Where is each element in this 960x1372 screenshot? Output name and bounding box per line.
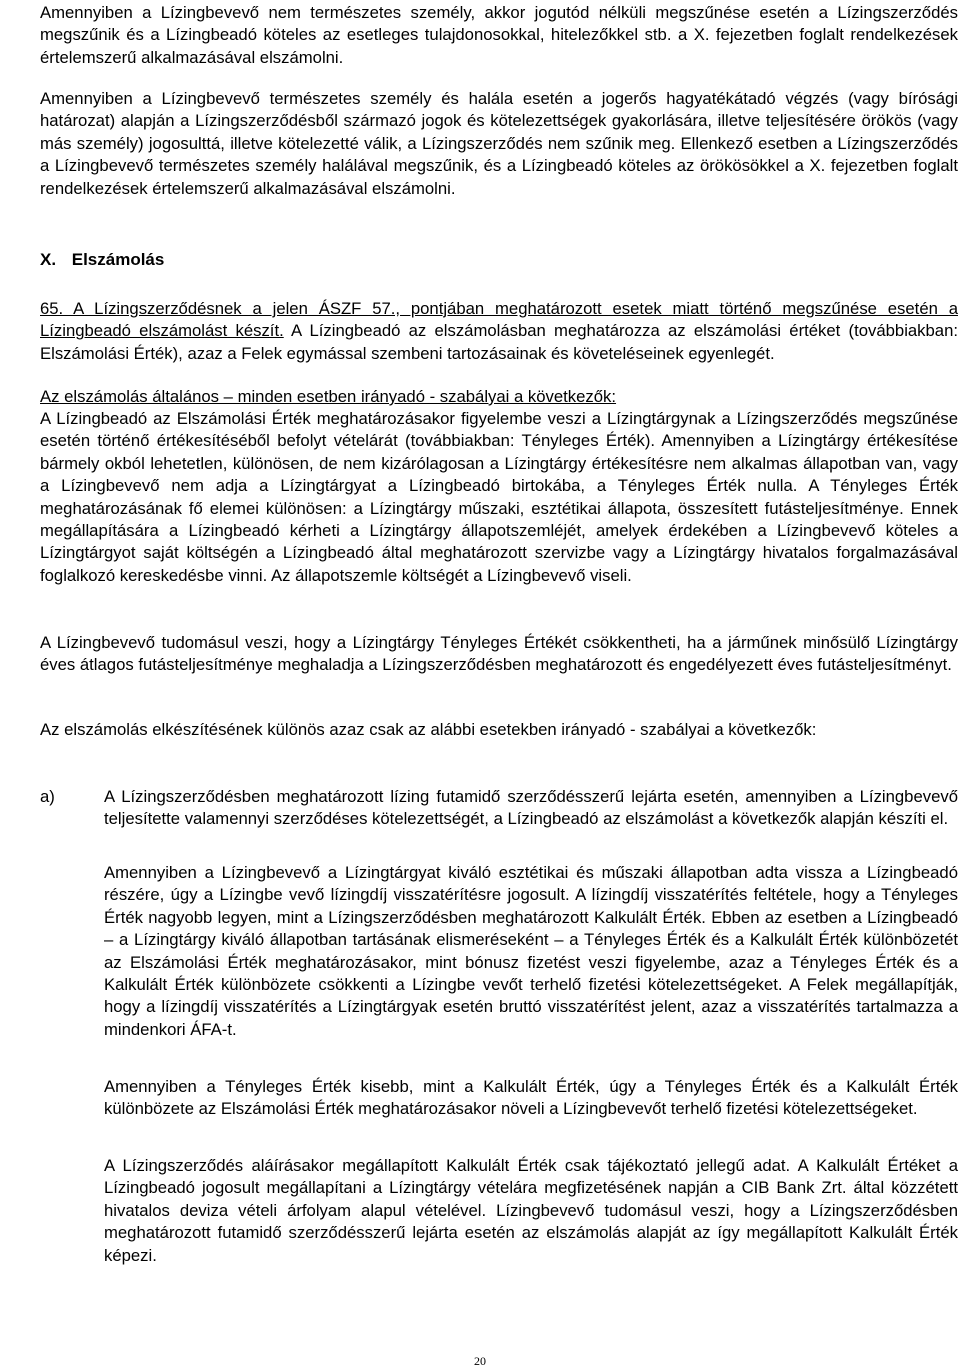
general-rules-heading: Az elszámolás általános – minden esetben irányadó - szabályai a következők: <box>40 387 617 406</box>
paragraph-natural-person: Amennyiben a Lízingbevevő természetes személy és halála esetén a jogerős hagyatékátadó végzés (vagy bírósági határozat) alapján a Lízingszerződésből származó jogok és kötelezettségek gyakorlására, illetve teljesítésére örökös (vagy más személy) jogosulttá, illetve kötelezetté válik, a Lízingszerződés nem szűnik meg. Ellenkező esetben a Lízingszerződés a Lízingbevevő természetes személy halálával megszűnik, és a Lízingbeadó köteles az örökösökkel a X. fejezetben foglalt rendelkezések értelemszerű alkalmazásával elszámolni. <box>40 89 958 198</box>
paragraph-non-natural-person: Amennyiben a Lízingbevevő nem természetes személy, akkor jogutód nélküli megszűnése esetén a Lízingszerződés megszűnik és a Lízingbeadó köteles az esetleges tulajdonosokkal, hitelezőkkel stb. a X. fejezetben foglalt rendelkezések értelemszerű alkalmazásával elszámolni. <box>40 3 958 67</box>
page-number: 20 <box>474 1354 486 1368</box>
section-title: Elszámolás <box>71 250 165 269</box>
list-item-label: a) <box>40 787 55 806</box>
item-a-paragraph-1: A Lízingszerződésben meghatározott lízing futamidő szerződésszerű lejárta esetén, amennyiben a Lízingbevevő teljesítette valamennyi szerződéses kötelezettségét, a Lízingbeadó az elszámolást a következők alapján készíti el. <box>104 787 958 829</box>
item-a-paragraph-4: A Lízingszerződés aláírásakor megállapított Kalkulált Érték csak tájékoztató jellegű adat. A Kalkulált Értéket a Lízingbeadó jogosult megállapítani a Lízingtárgy vételára megfizetésének napján a CIB Bank Zrt. által közzétett hivatalos deviza vételi árfolyam alapul vételével. Lízingbevevő tudomásul veszi, hogy a Lízingszerződésben meghatározott futamidő szerződésszerű lejárta esetén az elszámolás alapját az így megállapított Kalkulált Érték képezi. <box>104 1156 958 1265</box>
paragraph-actual-value: A Lízingbeadó az Elszámolási Érték meghatározásakor figyelembe veszi a Lízingtárgynak a Lízingszerződés megszűnése esetén történő értékesítéséből befolyt vételárát (továbbiakban: Tényleges Érték). Amennyiben a Lízingtárgy értékesítése bármely okból lehetetlen, különösen, de nem kizárólagosan a Lízingtárgy értékesítésre nem alkalmas állapotban van, vagy a Lízingbevevő nem adja a Lízingtárgyat a Lízingbeadó birtokába, a Tényleges Érték nulla. A Tényleges Érték meghatározásának fő elemei különösen: a Lízingtárgy műszaki, esztétikai állapota, összesített futásteljesítménye. Ennek megállapítására a Lízingbeadó kérheti a Lízingtárgy állapotszemléjét, amelyek érdekében a Lízingbevevő köteles a Lízingtárgyot saját költségén a Lízingbeadó által meghatározott szervizbe vagy a Lízingtárgy hivatalos forgalmazásával foglalkozó kereskedésbe vinni. Az állapotszemle költségét a Lízingbevevő viseli. <box>40 409 958 585</box>
paragraph-65-rest: A Lízingbeadó az elszámolásban meghatározza az elszámolási értéket (továbbiakban: Elszámolási Érték), azaz a Felek egymással szembeni tartozásainak és követeléseinek egyenlegét. <box>40 321 958 363</box>
paragraph-mileage-ack: A Lízingbevevő tudomásul veszi, hogy a Lízingtárgy Tényleges Értékét csökkentheti, ha a járműnek minősülő Lízingtárgy éves átlagos futásteljesítménye meghaladja a Lízingszerződésben meghatározott és engedélyezett éves futásteljesítményt. <box>40 633 958 675</box>
item-a-paragraph-2: Amennyiben a Lízingbevevő a Lízingtárgyat kiváló esztétikai és műszaki állapotban adta vissza a Lízingbeadó részére, úgy a Lízingbe vevő lízingdíj visszatérítésre jogosult. A lízingdíj visszatérítés feltétele, hogy a Tényleges Érték nagyobb legyen, mint a Lízingszerződésben meghatározott Kalkulált Érték. Ebben az esetben a Lízingbeadó – a Lízingtárgy kiváló állapotban tartásának elismeréseként – a Tényleges Érték és a Kalkulált Érték különbözetét az Elszámolási Érték meghatározásakor, mint bónusz fizetést veszi figyelembe, azaz a Tényleges Érték és a Kalkulált Érték különbözete csökkenti a Lízingbe vevőt terhelő fizetési kötelezettségeket. A Felek megállapítják, hogy a lízingdíj visszatérítés a Lízingtárgyak esetén bruttó visszatérítést jelent, azaz a visszatérítés tartalmazza a mindenkori ÁFA-t. <box>104 863 958 1039</box>
item-a-paragraph-3: Amennyiben a Tényleges Érték kisebb, mint a Kalkulált Érték, úgy a Tényleges Érték és a Kalkulált Érték különbözete az Elszámolási Érték meghatározásakor növeli a Lízingbevevőt terhelő fizetési kötelezettségeket. <box>104 1077 958 1119</box>
paragraph-special-rules: Az elszámolás elkészítésének különös azaz csak az alábbi esetekben irányadó - szabályai a következők: <box>40 720 817 739</box>
section-heading <box>40 249 164 271</box>
paragraph-65-lead: 65. A Lízingszerződésnek a jelen ÁSZF 57., pontjában meghatározott esetek miatt történő megszűnése esetén a Lízingbeadó elszámolást készít. <box>40 299 958 341</box>
section-number: X. <box>40 250 57 269</box>
paragraph-65 <box>40 298 958 365</box>
